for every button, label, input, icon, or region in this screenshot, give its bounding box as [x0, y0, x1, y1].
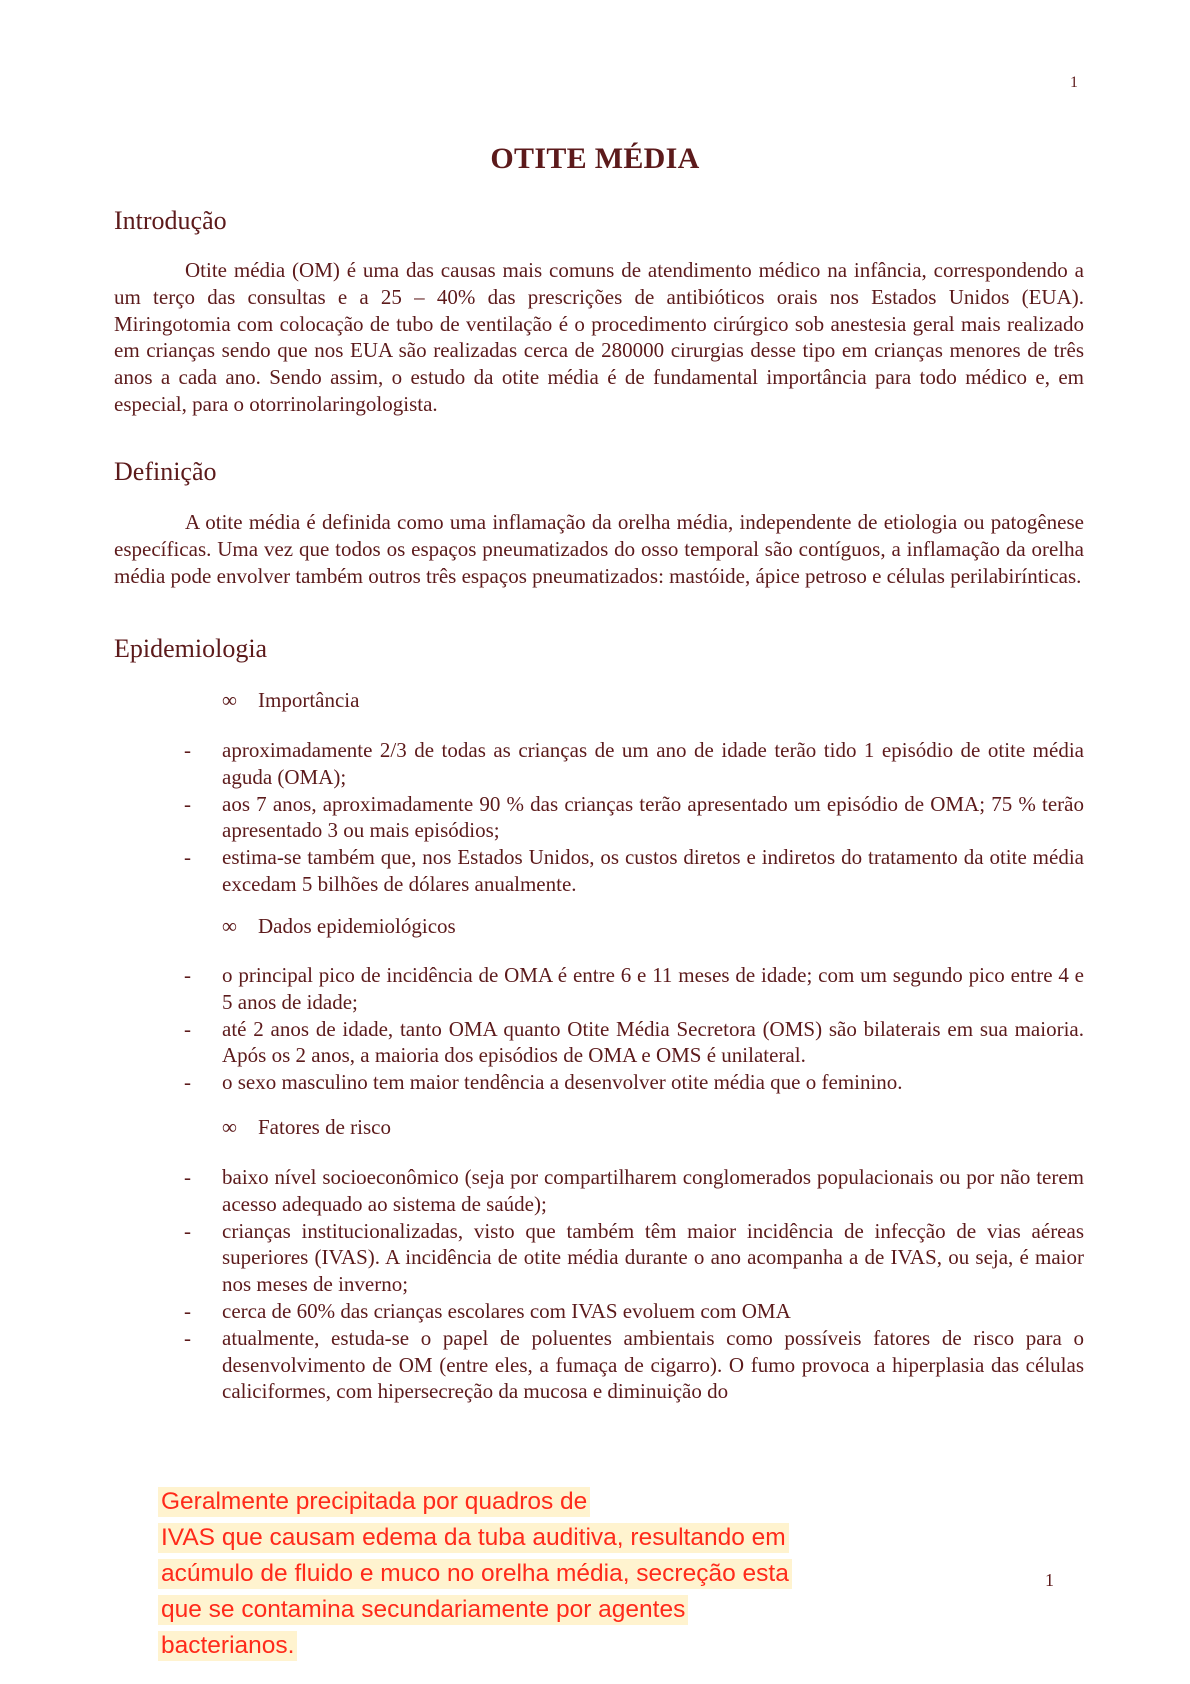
dash-bullet: - — [184, 1016, 191, 1041]
list-item-text: o principal pico de incidência de OMA é entre 6 e 11 meses de idade; com um segundo pico entre 4 e 5 anos de idade; — [222, 963, 1084, 1014]
list-clip-fatores-de-risco — [184, 1164, 1084, 1482]
list-item — [184, 1325, 1084, 1405]
list-item — [184, 962, 1084, 1016]
list-item — [184, 737, 1084, 791]
subheading-label: Fatores de risco — [258, 1115, 391, 1139]
list-item — [184, 1016, 1084, 1070]
subheading-fatores-de-risco — [222, 1115, 391, 1140]
dash-bullet: - — [184, 963, 191, 987]
infinity-bullet-icon: ∞ — [222, 914, 237, 938]
heading-definicao: Definição — [114, 457, 217, 486]
dash-bullet: - — [184, 791, 191, 816]
list-item-text: crianças institucionalizadas, visto que também têm maior incidência de infecção de vias aéreas superiores (IVAS). A incidência de otite média durante o ano acompanha a de IVAS, ou seja, é maior nos meses de inverno; — [222, 1218, 1084, 1297]
dash-bullet: - — [184, 1070, 191, 1095]
list-item-text: aos 7 anos, aproximadamente 90 % das crianças terão apresentado um episódio de OMA; 75 % terão apresentado 3 ou mais episódios; — [222, 791, 1084, 843]
list-item-text: baixo nível socioeconômico (seja por compartilharem conglomerados populacionais ou por não terem acesso adequado ao sistema de saúde); — [222, 1165, 1084, 1216]
list-item-text: aproximadamente 2/3 de todas as crianças de um ano de idade terão tido 1 episódio de otite média aguda (OMA); — [222, 738, 1084, 789]
dash-bullet: - — [184, 1218, 191, 1243]
dash-bullet: - — [184, 1325, 191, 1350]
list-item — [184, 1164, 1084, 1218]
infinity-bullet-icon: ∞ — [222, 688, 237, 712]
infinity-bullet-icon: ∞ — [222, 1115, 237, 1139]
annotation-line: acúmulo de fluido e muco no orelha média, secreção esta — [158, 1559, 792, 1589]
paragraph-introducao: Otite média (OM) é uma das causas mais comuns de atendimento médico na infância, correspondendo a um terço das consultas e a 25 – 40% das prescrições de antibióticos orais nos Estados Unidos (EUA). Miringotomia com colocação de tubo de ventilação é o procedimento cirúrgico sob anestesia geral mais realizado em crianças sendo que nos EUA são realizadas cerca de 280000 cirurgias desse tipo em crianças menores de três anos a cada ano. Sendo assim, o estudo da otite média é de fundamental importância para todo médico e, em especial, para o otorrinolaringologista. — [114, 258, 1084, 416]
subheading-dados-epidemiologicos — [222, 914, 456, 939]
list-fatores-de-risco — [184, 1164, 1084, 1405]
list-item — [184, 1069, 1084, 1096]
list-item-text: atualmente, estuda-se o papel de poluentes ambientais como possíveis fatores de risco para o desenvolvimento de OM (entre eles, a fumaça de cigarro). O fumo provoca a hiperplasia das células caliciformes, com hipersecreção da mucosa e diminuição do — [222, 1325, 1084, 1404]
annotation-line: bacterianos. — [158, 1631, 297, 1661]
heading-introducao: Introdução — [114, 206, 227, 235]
list-importancia — [184, 737, 1084, 898]
annotation-line: que se contamina secundariamente por agentes — [158, 1595, 688, 1625]
dash-bullet: - — [184, 1298, 191, 1323]
subheading-importancia — [222, 688, 359, 713]
annotation-line: IVAS que causam edema da tuba auditiva, resultando em — [158, 1523, 789, 1553]
annotation-line: Geralmente precipitada por quadros de — [158, 1487, 590, 1517]
list-item-text: até 2 anos de idade, tanto OMA quanto Otite Média Secretora (OMS) são bilaterais em sua maioria. Após os 2 anos, a maioria dos episódios de OMA e OMS é unilateral. — [222, 1016, 1084, 1068]
list-item — [184, 1218, 1084, 1298]
list-item-text: estima-se também que, nos Estados Unidos, os custos diretos e indiretos do tratamento da otite média excedam 5 bilhões de dólares anualmente. — [222, 845, 1084, 896]
annotation-note — [158, 1484, 792, 1664]
page-number-top: 1 — [1070, 74, 1078, 91]
paragraph-definicao: A otite média é definida como uma inflamação da orelha média, independente de etiologia ou patogênese específicas. Uma vez que todos os espaços pneumatizados do osso temporal são contíguos, a inflamação da orelha média pode envolver também outros três espaços pneumatizados: mastóide, ápice petroso e células perilabirínticas. — [114, 510, 1084, 588]
dash-bullet: - — [184, 738, 191, 762]
list-item-text: cerca de 60% das crianças escolares com IVAS evoluem com OMA — [222, 1298, 791, 1323]
subheading-label: Dados epidemiológicos — [258, 914, 456, 938]
list-item — [184, 791, 1084, 845]
dash-bullet: - — [184, 845, 191, 870]
page-number-bottom: 1 — [1045, 1570, 1054, 1590]
list-item — [184, 844, 1084, 898]
document-title: OTITE MÉDIA — [490, 142, 700, 175]
list-item-text: o sexo masculino tem maior tendência a desenvolver otite média que o feminino. — [222, 1070, 903, 1095]
list-item — [184, 1298, 1084, 1325]
list-dados-epidemiologicos — [184, 962, 1084, 1096]
heading-epidemiologia: Epidemiologia — [114, 634, 268, 663]
subheading-label: Importância — [258, 688, 360, 712]
dash-bullet: - — [184, 1165, 191, 1189]
